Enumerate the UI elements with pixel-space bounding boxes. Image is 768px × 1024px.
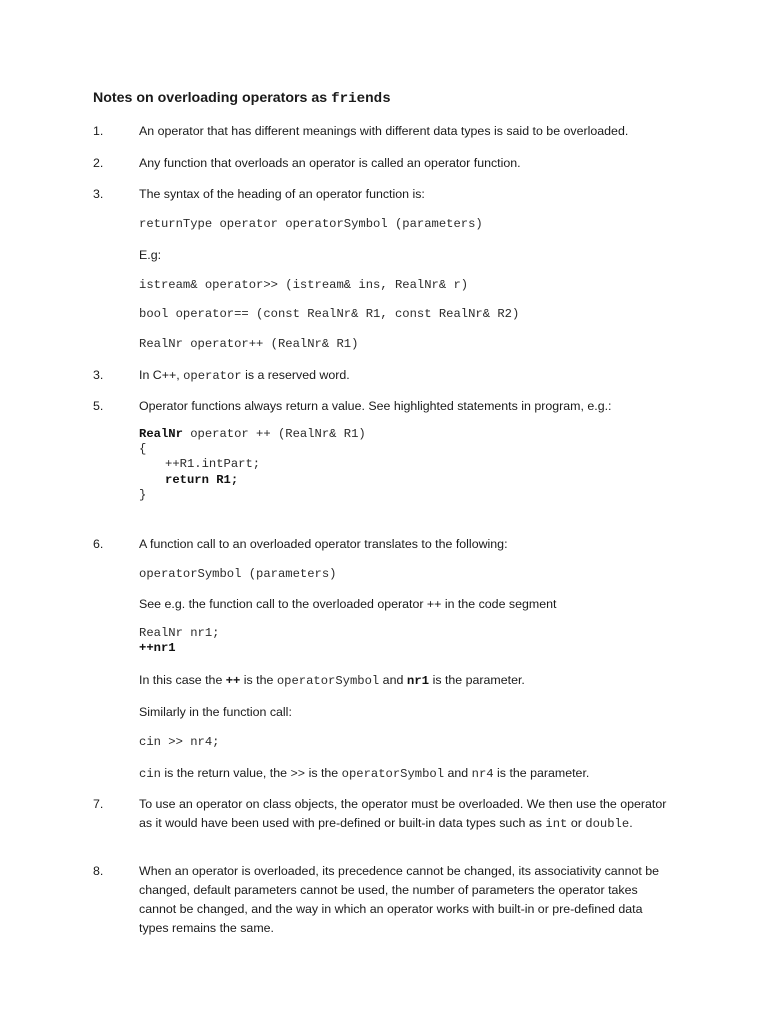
code-line: ++R1.intPart; [165, 457, 261, 472]
code-line: } [139, 487, 147, 502]
inline-code: cin [139, 767, 161, 781]
item-text: See e.g. the function call to the overloaded operator ++ in the code segment [139, 597, 557, 611]
item-text [139, 795, 674, 834]
example-code: bool operator== (const RealNr& R1, const RealNr& R2) [139, 307, 520, 321]
code-line: RealNr nr1; [139, 626, 220, 640]
code-bold: return R1; [165, 472, 239, 487]
text-fragment: In C++, [139, 368, 180, 382]
inline-code: operatorSymbol [341, 767, 445, 781]
item-text [139, 366, 350, 385]
syntax-code: operatorSymbol (parameters) [139, 567, 337, 581]
text-fragment: . [629, 816, 633, 830]
inline-code: nr4 [471, 767, 494, 781]
example-code: RealNr operator++ (RealNr& R1) [139, 337, 359, 351]
eg-label: E.g: [139, 248, 162, 262]
item-text: An operator that has different meanings with different data types is said to be overloaded. [139, 124, 629, 138]
inline-code: operator [183, 369, 242, 383]
inline-code-bold: nr1 [406, 674, 430, 688]
code-line [139, 427, 366, 442]
item-number: 1. [93, 124, 104, 138]
text-fragment: is the [308, 766, 339, 780]
example-code: istream& operator>> (istream& ins, RealNr& r) [139, 278, 469, 292]
item-number: 6. [93, 537, 104, 551]
item-number: 5. [93, 399, 104, 413]
item-text: Operator functions always return a value. See highlighted statements in program, e.g.: [139, 399, 612, 413]
inline-code: >> [290, 767, 306, 781]
item-text: Similarly in the function call: [139, 705, 292, 719]
item-text [139, 764, 589, 783]
text-fragment: is the return value, the [164, 766, 288, 780]
inline-code: operatorSymbol [276, 674, 380, 688]
text-fragment: is the parameter. [497, 766, 590, 780]
code-block [139, 626, 219, 656]
text-fragment: or [570, 816, 582, 830]
item-number: 3. [93, 368, 104, 382]
text-fragment: and [447, 766, 469, 780]
inline-code: double [585, 817, 630, 831]
title-text: Notes on overloading operators as [93, 90, 328, 106]
code-line [139, 473, 366, 488]
text-fragment: To use an operator on class objects, the operator must be overloaded. We then use the operator as it would have been used with pre-defined or built-in data types such as [139, 797, 667, 830]
item-text [139, 671, 525, 691]
operator-bold: ++ [225, 673, 241, 687]
item-number: 3. [93, 187, 104, 201]
text-fragment: In this case the [139, 673, 223, 687]
code-line [139, 641, 219, 656]
item-text: Any function that overloads an operator is called an operator function. [139, 156, 521, 170]
code-block [139, 427, 366, 503]
item-number: 2. [93, 156, 104, 170]
call-code: cin >> nr4; [139, 735, 220, 749]
item-text: A function call to an overloaded operator translates to the following: [139, 537, 508, 551]
text-fragment: is the parameter. [432, 673, 525, 687]
syntax-code: returnType operator operatorSymbol (parameters) [139, 217, 483, 231]
item-number: 8. [93, 864, 104, 878]
code-bold: ++nr1 [139, 641, 176, 656]
page-title [93, 88, 391, 110]
item-text: The syntax of the heading of an operator function is: [139, 187, 425, 201]
code-bold: RealNr [139, 427, 183, 441]
code-fragment: operator ++ (RealNr& R1) [182, 427, 366, 441]
code-line: { [139, 442, 147, 457]
title-code: friends [331, 91, 391, 107]
inline-code: int [545, 817, 568, 831]
text-fragment: is the [243, 673, 274, 687]
text-fragment: and [382, 673, 404, 687]
item-text: When an operator is overloaded, its precedence cannot be changed, its associativity cannot be changed, default parameters cannot be used, the number of parameters the operator takes cannot be changed, and the way in which an operator works with built-in or pre-defined data types remains the same. [139, 864, 660, 935]
item-number: 7. [93, 797, 104, 811]
text-fragment: is a reserved word. [245, 368, 350, 382]
